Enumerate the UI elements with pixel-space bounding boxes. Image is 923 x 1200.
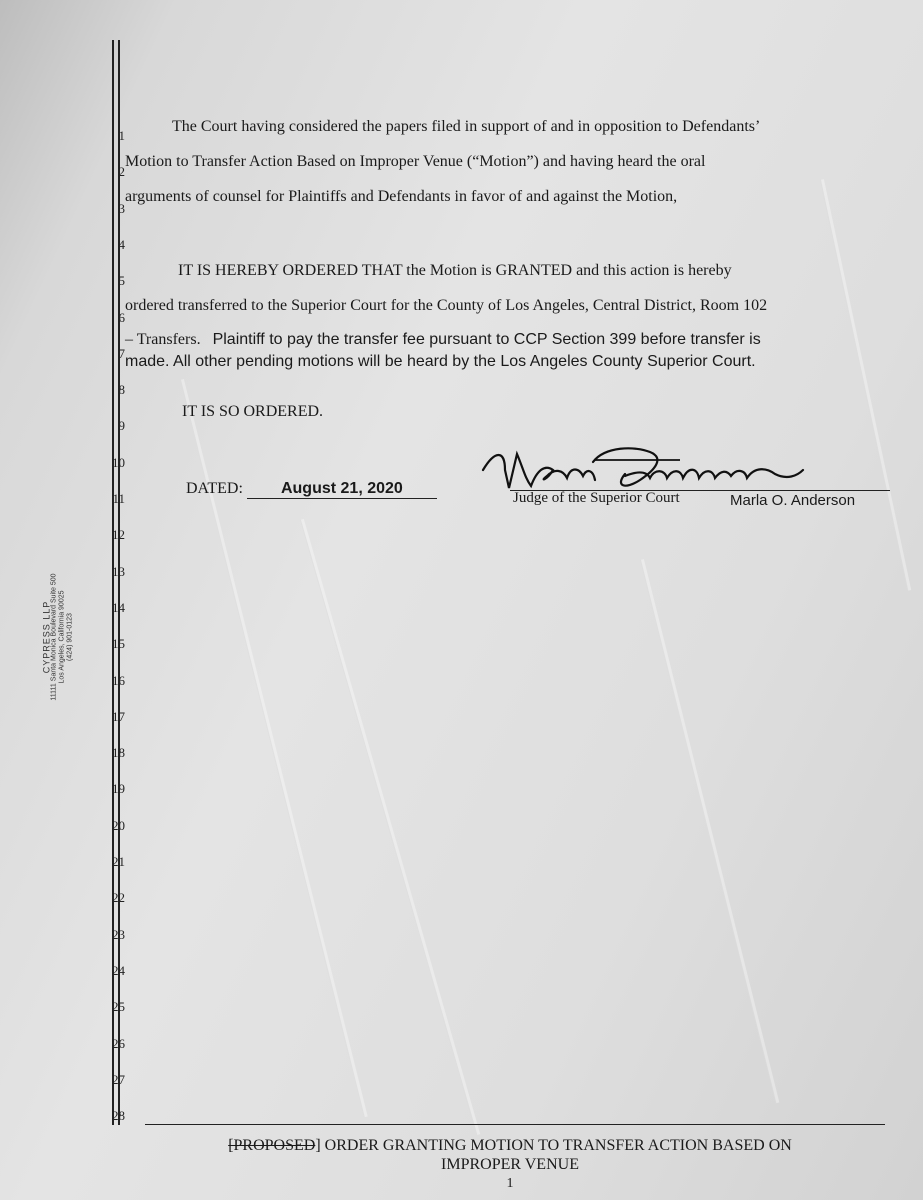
- firm-block: [42, 530, 72, 745]
- paragraph-1-line-1: The Court having considered the papers filed in support of and in opposition to Defendants’: [172, 118, 761, 135]
- paper-crease: [640, 559, 779, 1103]
- line-number: 13: [112, 563, 125, 579]
- line-number: 7: [118, 345, 125, 361]
- paragraph-2-line-2: ordered transferred to the Superior Court for the County of Los Angeles, Central District, Room 102: [125, 297, 768, 314]
- line-number: 12: [112, 527, 125, 543]
- line-number: 8: [118, 382, 125, 398]
- line-number: 16: [112, 672, 125, 688]
- line-number: 9: [118, 418, 125, 434]
- dated-label: DATED:: [186, 480, 243, 497]
- line-number: 3: [118, 200, 125, 216]
- firm-address-1: 11111 Santa Monica Boulevard Suite 500: [50, 573, 58, 701]
- line-number: 5: [118, 273, 125, 289]
- paragraph-2-line-3b: Plaintiff to pay the transfer fee pursuant to CCP Section 399 before transfer is: [212, 331, 761, 348]
- paper-crease: [300, 519, 480, 1135]
- paragraph-1-line-3: arguments of counsel for Plaintiffs and Defendants in favor of and against the Motion,: [125, 188, 678, 205]
- judge-name: Marla O. Anderson: [730, 492, 856, 509]
- judge-title: Judge of the Superior Court: [513, 490, 680, 506]
- line-number: 17: [112, 708, 125, 724]
- line-number: 24: [112, 962, 125, 978]
- dated-row: [186, 480, 437, 499]
- firm-phone: (424) 901-0123: [66, 613, 74, 661]
- line-number: 11: [112, 491, 125, 506]
- footer-title-rest: ] ORDER GRANTING MOTION TO TRANSFER ACTION BASED ON: [315, 1137, 792, 1154]
- line-number: 22: [112, 890, 125, 906]
- paragraph-2-line-1: IT IS HEREBY ORDERED THAT the Motion is GRANTED and this action is hereby: [178, 262, 732, 279]
- line-number: 6: [118, 309, 125, 325]
- paper-crease: [820, 179, 911, 591]
- line-number: 1: [118, 128, 125, 143]
- line-number: 2: [118, 164, 125, 180]
- footer-title: [150, 1137, 870, 1154]
- line-number: 27: [112, 1071, 125, 1087]
- line-number: 23: [112, 926, 125, 942]
- footer-proposed: [PROPOSED: [228, 1137, 316, 1154]
- paragraph-1-line-2: Motion to Transfer Action Based on Improper Venue (“Motion”) and having heard the oral: [125, 153, 706, 170]
- paragraph-2-line-4: made. All other pending motions will be heard by the Los Angeles County Superior Court.: [125, 353, 756, 370]
- page-number: 1: [506, 1176, 514, 1191]
- paragraph-2-line-3a: – Transfers.: [125, 331, 201, 348]
- line-number: 10: [112, 454, 125, 470]
- line-number: 15: [112, 636, 125, 652]
- line-number: 20: [112, 817, 125, 833]
- line-number: 4: [118, 236, 125, 252]
- date-value: August 21, 2020: [247, 480, 437, 499]
- footer-title-line-2: IMPROPER VENUE: [441, 1156, 579, 1173]
- firm-address-2: Los Angeles, California 90025: [58, 590, 66, 684]
- line-number: 21: [112, 854, 125, 869]
- line-number: 25: [112, 999, 125, 1015]
- line-number: 19: [112, 781, 125, 797]
- line-number: 28: [112, 1108, 125, 1124]
- line-number: 18: [112, 745, 125, 761]
- line-number: 14: [112, 599, 125, 615]
- line-number: 26: [112, 1035, 125, 1051]
- footer-rule: [145, 1124, 885, 1125]
- so-ordered: IT IS SO ORDERED.: [182, 403, 324, 420]
- firm-name: CYPRESS LLP: [41, 600, 52, 674]
